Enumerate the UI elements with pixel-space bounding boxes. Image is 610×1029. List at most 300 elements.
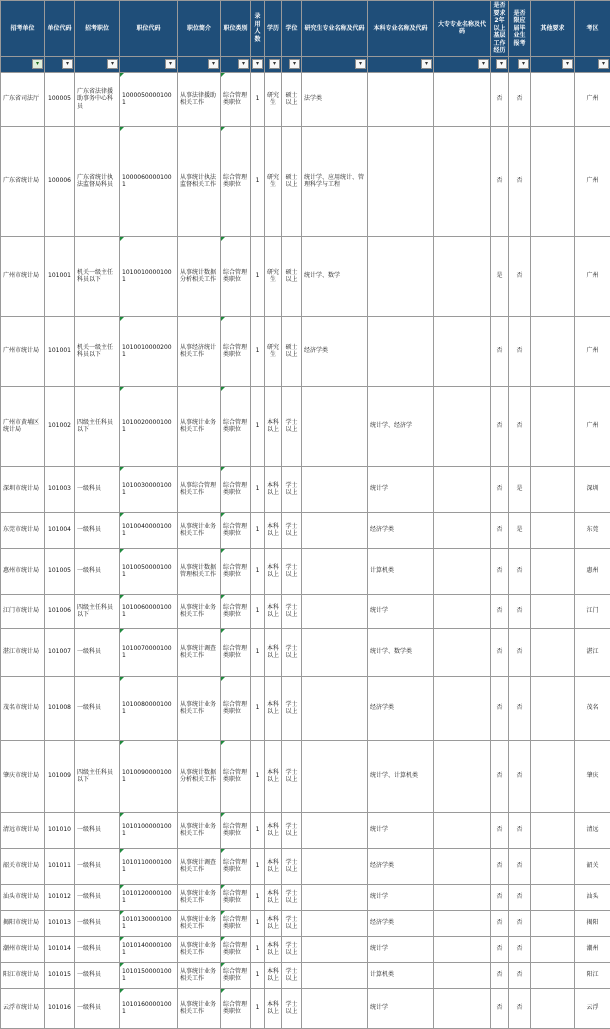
cell-job-code[interactable]: 10101300001001: [120, 910, 178, 936]
cell-unit[interactable]: 汕头市统计局: [1, 884, 45, 910]
cell-job[interactable]: 一级科员: [75, 466, 120, 512]
cell-col[interactable]: [434, 936, 491, 962]
cell-fresh[interactable]: 否: [509, 936, 531, 962]
filter-dropdown-icon[interactable]: ▾: [32, 59, 43, 69]
cell-intro[interactable]: 从事统计调查相关工作: [178, 848, 221, 884]
cell-unit-code[interactable]: 101016: [45, 988, 75, 1028]
cell-job[interactable]: 一级科员: [75, 512, 120, 548]
cell-num[interactable]: 1: [251, 962, 265, 988]
cell-job-code[interactable]: 10000500001001: [120, 72, 178, 126]
cell-num[interactable]: 1: [251, 740, 265, 812]
cell-ug[interactable]: 统计学: [368, 812, 434, 848]
cell-col[interactable]: [434, 512, 491, 548]
cell-grad[interactable]: [302, 740, 368, 812]
filter-dropdown-icon[interactable]: ▾: [252, 59, 263, 69]
cell-num[interactable]: 1: [251, 72, 265, 126]
cell-intro[interactable]: 从事统计业务相关工作: [178, 812, 221, 848]
cell-unit[interactable]: 广东省统计局: [1, 126, 45, 236]
cell-unit-code[interactable]: 101013: [45, 910, 75, 936]
cell-num[interactable]: 1: [251, 126, 265, 236]
cell-category[interactable]: 综合管理类职位: [221, 72, 251, 126]
cell-edu[interactable]: 本科以上: [265, 628, 282, 676]
cell-degree[interactable]: 学士以上: [282, 676, 302, 740]
cell-area[interactable]: 云浮: [575, 988, 610, 1028]
cell-other[interactable]: [531, 936, 575, 962]
cell-num[interactable]: 1: [251, 936, 265, 962]
cell-intro[interactable]: 从事统计业务相关工作: [178, 910, 221, 936]
cell-unit[interactable]: 潮州市统计局: [1, 936, 45, 962]
cell-other[interactable]: [531, 962, 575, 988]
cell-basic[interactable]: 否: [491, 740, 509, 812]
cell-basic[interactable]: 否: [491, 72, 509, 126]
cell-fresh[interactable]: 否: [509, 884, 531, 910]
cell-degree[interactable]: 学士以上: [282, 988, 302, 1028]
cell-unit[interactable]: 揭阳市统计局: [1, 910, 45, 936]
cell-degree[interactable]: 学士以上: [282, 962, 302, 988]
cell-ug[interactable]: [368, 72, 434, 126]
cell-basic[interactable]: 否: [491, 962, 509, 988]
cell-intro[interactable]: 从事统计业务相关工作: [178, 676, 221, 740]
filter-dropdown-icon[interactable]: ▾: [62, 59, 73, 69]
cell-num[interactable]: 1: [251, 236, 265, 316]
cell-ug[interactable]: 统计学: [368, 594, 434, 628]
filter-dropdown-icon[interactable]: ▾: [478, 59, 489, 69]
cell-basic[interactable]: 否: [491, 512, 509, 548]
cell-area[interactable]: 东莞: [575, 512, 610, 548]
cell-area[interactable]: 广州: [575, 386, 610, 466]
cell-unit[interactable]: 湛江市统计局: [1, 628, 45, 676]
cell-category[interactable]: 综合管理类职位: [221, 676, 251, 740]
cell-area[interactable]: 广州: [575, 236, 610, 316]
cell-grad[interactable]: 统计学、应用统计、管理科学与工程: [302, 126, 368, 236]
cell-col[interactable]: [434, 548, 491, 594]
cell-unit-code[interactable]: 101014: [45, 936, 75, 962]
cell-grad[interactable]: [302, 676, 368, 740]
cell-fresh[interactable]: 否: [509, 676, 531, 740]
cell-num[interactable]: 1: [251, 848, 265, 884]
cell-job[interactable]: 一级科员: [75, 628, 120, 676]
cell-col[interactable]: [434, 988, 491, 1028]
cell-fresh[interactable]: 否: [509, 594, 531, 628]
cell-intro[interactable]: 从事统计业务相关工作: [178, 594, 221, 628]
cell-basic[interactable]: 否: [491, 316, 509, 386]
cell-area[interactable]: 韶关: [575, 848, 610, 884]
cell-other[interactable]: [531, 884, 575, 910]
cell-degree[interactable]: 学士以上: [282, 548, 302, 594]
cell-category[interactable]: 综合管理类职位: [221, 548, 251, 594]
cell-unit[interactable]: 广州市黄埔区统计局: [1, 386, 45, 466]
cell-grad[interactable]: [302, 512, 368, 548]
filter-dropdown-icon[interactable]: ▾: [421, 59, 432, 69]
cell-other[interactable]: [531, 466, 575, 512]
cell-other[interactable]: [531, 910, 575, 936]
cell-unit-code[interactable]: 101009: [45, 740, 75, 812]
cell-unit[interactable]: 广东省司法厅: [1, 72, 45, 126]
cell-ug[interactable]: [368, 126, 434, 236]
cell-job[interactable]: 机关一级主任科员以下: [75, 316, 120, 386]
cell-fresh[interactable]: 否: [509, 812, 531, 848]
cell-edu[interactable]: 本科以上: [265, 910, 282, 936]
cell-other[interactable]: [531, 72, 575, 126]
cell-degree[interactable]: 学士以上: [282, 910, 302, 936]
cell-job-code[interactable]: 10101400001001: [120, 936, 178, 962]
cell-area[interactable]: 茂名: [575, 676, 610, 740]
cell-unit-code[interactable]: 101010: [45, 812, 75, 848]
cell-degree[interactable]: 硕士以上: [282, 316, 302, 386]
cell-basic[interactable]: 否: [491, 988, 509, 1028]
cell-degree[interactable]: 学士以上: [282, 740, 302, 812]
cell-area[interactable]: 揭阳: [575, 910, 610, 936]
cell-degree[interactable]: 学士以上: [282, 512, 302, 548]
cell-area[interactable]: 广州: [575, 316, 610, 386]
cell-edu[interactable]: 本科以上: [265, 512, 282, 548]
cell-fresh[interactable]: 否: [509, 962, 531, 988]
cell-area[interactable]: 阳江: [575, 962, 610, 988]
cell-edu[interactable]: 本科以上: [265, 740, 282, 812]
cell-grad[interactable]: [302, 548, 368, 594]
cell-intro[interactable]: 从事统计业务相关工作: [178, 386, 221, 466]
cell-other[interactable]: [531, 676, 575, 740]
cell-num[interactable]: 1: [251, 910, 265, 936]
cell-grad[interactable]: [302, 466, 368, 512]
filter-dropdown-icon[interactable]: ▾: [289, 59, 300, 69]
cell-col[interactable]: [434, 126, 491, 236]
cell-unit[interactable]: 广州市统计局: [1, 316, 45, 386]
cell-job[interactable]: 一级科员: [75, 988, 120, 1028]
cell-unit[interactable]: 清远市统计局: [1, 812, 45, 848]
cell-intro[interactable]: 从事法律援助相关工作: [178, 72, 221, 126]
cell-intro[interactable]: 从事统计业务相关工作: [178, 512, 221, 548]
cell-degree[interactable]: 学士以上: [282, 884, 302, 910]
cell-fresh[interactable]: 否: [509, 72, 531, 126]
cell-category[interactable]: 综合管理类职位: [221, 848, 251, 884]
cell-basic[interactable]: 否: [491, 386, 509, 466]
cell-job-code[interactable]: 10101600001001: [120, 988, 178, 1028]
cell-grad[interactable]: [302, 884, 368, 910]
cell-area[interactable]: 潮州: [575, 936, 610, 962]
cell-basic[interactable]: 否: [491, 936, 509, 962]
cell-intro[interactable]: 从事统计数据分析相关工作: [178, 740, 221, 812]
cell-col[interactable]: [434, 594, 491, 628]
cell-intro[interactable]: 从事经济统计相关工作: [178, 316, 221, 386]
cell-grad[interactable]: 经济学类: [302, 316, 368, 386]
cell-intro[interactable]: 从事统计业务相关工作: [178, 962, 221, 988]
cell-edu[interactable]: 本科以上: [265, 676, 282, 740]
filter-dropdown-icon[interactable]: ▾: [355, 59, 366, 69]
cell-grad[interactable]: [302, 812, 368, 848]
cell-job-code[interactable]: 10101500001001: [120, 962, 178, 988]
cell-intro[interactable]: 从事统计数据管理相关工作: [178, 548, 221, 594]
cell-edu[interactable]: 本科以上: [265, 548, 282, 594]
cell-grad[interactable]: [302, 848, 368, 884]
cell-num[interactable]: 1: [251, 884, 265, 910]
cell-unit-code[interactable]: 101003: [45, 466, 75, 512]
cell-col[interactable]: [434, 628, 491, 676]
cell-grad[interactable]: 法学类: [302, 72, 368, 126]
cell-ug[interactable]: 经济学类: [368, 848, 434, 884]
cell-fresh[interactable]: 否: [509, 740, 531, 812]
cell-other[interactable]: [531, 988, 575, 1028]
cell-category[interactable]: 综合管理类职位: [221, 988, 251, 1028]
cell-job[interactable]: 一级科员: [75, 936, 120, 962]
cell-basic[interactable]: 否: [491, 126, 509, 236]
cell-grad[interactable]: [302, 594, 368, 628]
cell-fresh[interactable]: 否: [509, 316, 531, 386]
cell-degree[interactable]: 学士以上: [282, 628, 302, 676]
cell-col[interactable]: [434, 962, 491, 988]
cell-unit-code[interactable]: 101006: [45, 594, 75, 628]
cell-num[interactable]: 1: [251, 512, 265, 548]
cell-area[interactable]: 汕头: [575, 884, 610, 910]
cell-unit[interactable]: 深圳市统计局: [1, 466, 45, 512]
cell-other[interactable]: [531, 386, 575, 466]
cell-grad[interactable]: [302, 936, 368, 962]
cell-ug[interactable]: 经济学类: [368, 676, 434, 740]
cell-col[interactable]: [434, 676, 491, 740]
cell-basic[interactable]: 否: [491, 676, 509, 740]
cell-other[interactable]: [531, 740, 575, 812]
cell-unit-code[interactable]: 100005: [45, 72, 75, 126]
filter-dropdown-icon[interactable]: ▾: [496, 59, 507, 69]
cell-degree[interactable]: 学士以上: [282, 466, 302, 512]
cell-ug[interactable]: 经济学类: [368, 512, 434, 548]
cell-num[interactable]: 1: [251, 386, 265, 466]
cell-area[interactable]: 清远: [575, 812, 610, 848]
filter-dropdown-icon[interactable]: ▾: [598, 59, 609, 69]
cell-job-code[interactable]: 10100100001001: [120, 236, 178, 316]
cell-edu[interactable]: 本科以上: [265, 848, 282, 884]
cell-job-code[interactable]: 10100500001001: [120, 548, 178, 594]
cell-job[interactable]: 四级主任科员以下: [75, 386, 120, 466]
filter-dropdown-icon[interactable]: ▾: [518, 59, 529, 69]
cell-category[interactable]: 综合管理类职位: [221, 236, 251, 316]
cell-col[interactable]: [434, 848, 491, 884]
cell-category[interactable]: 综合管理类职位: [221, 936, 251, 962]
cell-edu[interactable]: 本科以上: [265, 594, 282, 628]
cell-edu[interactable]: 本科以上: [265, 386, 282, 466]
cell-intro[interactable]: 从事统计数据分析相关工作: [178, 236, 221, 316]
cell-num[interactable]: 1: [251, 548, 265, 594]
cell-area[interactable]: 深圳: [575, 466, 610, 512]
cell-col[interactable]: [434, 466, 491, 512]
cell-grad[interactable]: [302, 988, 368, 1028]
cell-unit[interactable]: 云浮市统计局: [1, 988, 45, 1028]
cell-num[interactable]: 1: [251, 676, 265, 740]
filter-dropdown-icon[interactable]: ▾: [238, 59, 249, 69]
cell-other[interactable]: [531, 594, 575, 628]
cell-category[interactable]: 综合管理类职位: [221, 126, 251, 236]
cell-job-code[interactable]: 10100600001001: [120, 594, 178, 628]
cell-num[interactable]: 1: [251, 594, 265, 628]
cell-fresh[interactable]: 否: [509, 236, 531, 316]
cell-job-code[interactable]: 10101000001001: [120, 812, 178, 848]
cell-unit-code[interactable]: 101004: [45, 512, 75, 548]
cell-degree[interactable]: 硕士以上: [282, 236, 302, 316]
cell-unit[interactable]: 韶关市统计局: [1, 848, 45, 884]
cell-category[interactable]: 综合管理类职位: [221, 594, 251, 628]
cell-job[interactable]: 一级科员: [75, 812, 120, 848]
cell-category[interactable]: 综合管理类职位: [221, 512, 251, 548]
cell-other[interactable]: [531, 628, 575, 676]
cell-category[interactable]: 综合管理类职位: [221, 628, 251, 676]
cell-ug[interactable]: 统计学、计算机类: [368, 740, 434, 812]
cell-fresh[interactable]: 否: [509, 386, 531, 466]
cell-job[interactable]: 一级科员: [75, 962, 120, 988]
cell-ug[interactable]: 计算机类: [368, 962, 434, 988]
cell-other[interactable]: [531, 548, 575, 594]
cell-grad[interactable]: [302, 386, 368, 466]
cell-category[interactable]: 综合管理类职位: [221, 910, 251, 936]
cell-unit[interactable]: 肇庆市统计局: [1, 740, 45, 812]
cell-basic[interactable]: 是: [491, 236, 509, 316]
cell-job-code[interactable]: 10000600001001: [120, 126, 178, 236]
cell-job[interactable]: 一级科员: [75, 910, 120, 936]
cell-area[interactable]: 肇庆: [575, 740, 610, 812]
cell-ug[interactable]: [368, 316, 434, 386]
cell-basic[interactable]: 否: [491, 884, 509, 910]
cell-fresh[interactable]: 否: [509, 848, 531, 884]
cell-fresh[interactable]: 否: [509, 126, 531, 236]
cell-num[interactable]: 1: [251, 988, 265, 1028]
cell-ug[interactable]: [368, 236, 434, 316]
cell-degree[interactable]: 学士以上: [282, 812, 302, 848]
cell-col[interactable]: [434, 386, 491, 466]
cell-job-code[interactable]: 10100900001001: [120, 740, 178, 812]
cell-col[interactable]: [434, 72, 491, 126]
cell-category[interactable]: 综合管理类职位: [221, 316, 251, 386]
cell-job-code[interactable]: 10100100002001: [120, 316, 178, 386]
cell-job-code[interactable]: 10101200001001: [120, 884, 178, 910]
cell-unit-code[interactable]: 101011: [45, 848, 75, 884]
cell-col[interactable]: [434, 236, 491, 316]
cell-degree[interactable]: 学士以上: [282, 386, 302, 466]
cell-category[interactable]: 综合管理类职位: [221, 812, 251, 848]
cell-job-code[interactable]: 10101100001001: [120, 848, 178, 884]
cell-fresh[interactable]: 否: [509, 988, 531, 1028]
cell-unit-code[interactable]: 101007: [45, 628, 75, 676]
cell-unit-code[interactable]: 101012: [45, 884, 75, 910]
cell-ug[interactable]: 经济学类: [368, 910, 434, 936]
cell-area[interactable]: 惠州: [575, 548, 610, 594]
cell-intro[interactable]: 从事综合管理相关工作: [178, 466, 221, 512]
cell-area[interactable]: 广州: [575, 126, 610, 236]
cell-edu[interactable]: 本科以上: [265, 884, 282, 910]
filter-dropdown-icon[interactable]: ▾: [562, 59, 573, 69]
cell-degree[interactable]: 硕士以上: [282, 126, 302, 236]
cell-category[interactable]: 综合管理类职位: [221, 740, 251, 812]
cell-edu[interactable]: 本科以上: [265, 466, 282, 512]
cell-basic[interactable]: 否: [491, 910, 509, 936]
cell-unit-code[interactable]: 101002: [45, 386, 75, 466]
cell-basic[interactable]: 否: [491, 466, 509, 512]
cell-edu[interactable]: 研究生: [265, 316, 282, 386]
cell-unit[interactable]: 惠州市统计局: [1, 548, 45, 594]
cell-col[interactable]: [434, 316, 491, 386]
cell-unit[interactable]: 广州市统计局: [1, 236, 45, 316]
cell-area[interactable]: 江门: [575, 594, 610, 628]
cell-fresh[interactable]: 否: [509, 548, 531, 594]
cell-intro[interactable]: 从事统计业务相关工作: [178, 884, 221, 910]
cell-basic[interactable]: 否: [491, 812, 509, 848]
cell-job[interactable]: 一级科员: [75, 848, 120, 884]
cell-category[interactable]: 综合管理类职位: [221, 962, 251, 988]
cell-basic[interactable]: 否: [491, 628, 509, 676]
cell-intro[interactable]: 从事统计业务相关工作: [178, 988, 221, 1028]
cell-edu[interactable]: 本科以上: [265, 988, 282, 1028]
cell-fresh[interactable]: 否: [509, 910, 531, 936]
cell-degree[interactable]: 硕士以上: [282, 72, 302, 126]
cell-ug[interactable]: 统计学、数学类: [368, 628, 434, 676]
cell-edu[interactable]: 研究生: [265, 126, 282, 236]
cell-job-code[interactable]: 10100400001001: [120, 512, 178, 548]
cell-col[interactable]: [434, 812, 491, 848]
cell-other[interactable]: [531, 848, 575, 884]
cell-grad[interactable]: [302, 910, 368, 936]
cell-unit[interactable]: 茂名市统计局: [1, 676, 45, 740]
cell-area[interactable]: 湛江: [575, 628, 610, 676]
cell-edu[interactable]: 本科以上: [265, 962, 282, 988]
cell-job-code[interactable]: 10100300001001: [120, 466, 178, 512]
cell-other[interactable]: [531, 316, 575, 386]
cell-num[interactable]: 1: [251, 466, 265, 512]
cell-other[interactable]: [531, 126, 575, 236]
cell-job[interactable]: 一级科员: [75, 548, 120, 594]
cell-category[interactable]: 综合管理类职位: [221, 466, 251, 512]
cell-grad[interactable]: 统计学、数学: [302, 236, 368, 316]
cell-edu[interactable]: 研究生: [265, 236, 282, 316]
cell-num[interactable]: 1: [251, 812, 265, 848]
cell-unit[interactable]: 江门市统计局: [1, 594, 45, 628]
cell-edu[interactable]: 研究生: [265, 72, 282, 126]
cell-num[interactable]: 1: [251, 316, 265, 386]
filter-dropdown-icon[interactable]: ▾: [269, 59, 280, 69]
cell-unit[interactable]: 东莞市统计局: [1, 512, 45, 548]
cell-degree[interactable]: 学士以上: [282, 848, 302, 884]
cell-basic[interactable]: 否: [491, 548, 509, 594]
cell-col[interactable]: [434, 740, 491, 812]
cell-unit-code[interactable]: 101005: [45, 548, 75, 594]
cell-num[interactable]: 1: [251, 628, 265, 676]
cell-unit-code[interactable]: 100006: [45, 126, 75, 236]
cell-job[interactable]: 机关一级主任科员以下: [75, 236, 120, 316]
cell-intro[interactable]: 从事统计业务相关工作: [178, 936, 221, 962]
cell-intro[interactable]: 从事统计执法监督相关工作: [178, 126, 221, 236]
cell-fresh[interactable]: 是: [509, 466, 531, 512]
cell-fresh[interactable]: 否: [509, 628, 531, 676]
cell-ug[interactable]: 统计学: [368, 466, 434, 512]
cell-basic[interactable]: 否: [491, 848, 509, 884]
cell-job-code[interactable]: 10100800001001: [120, 676, 178, 740]
cell-other[interactable]: [531, 236, 575, 316]
cell-grad[interactable]: [302, 628, 368, 676]
cell-col[interactable]: [434, 884, 491, 910]
cell-ug[interactable]: 统计学: [368, 884, 434, 910]
cell-other[interactable]: [531, 812, 575, 848]
cell-col[interactable]: [434, 910, 491, 936]
cell-basic[interactable]: 否: [491, 594, 509, 628]
cell-unit-code[interactable]: 101001: [45, 236, 75, 316]
cell-job[interactable]: 广东省法律援助事务中心科员: [75, 72, 120, 126]
cell-area[interactable]: 广州: [575, 72, 610, 126]
cell-job[interactable]: 广东省统计执法监督局科员: [75, 126, 120, 236]
cell-category[interactable]: 综合管理类职位: [221, 386, 251, 466]
cell-ug[interactable]: 计算机类: [368, 548, 434, 594]
cell-job[interactable]: 一级科员: [75, 884, 120, 910]
cell-fresh[interactable]: 是: [509, 512, 531, 548]
cell-edu[interactable]: 本科以上: [265, 812, 282, 848]
cell-other[interactable]: [531, 512, 575, 548]
cell-degree[interactable]: 学士以上: [282, 594, 302, 628]
